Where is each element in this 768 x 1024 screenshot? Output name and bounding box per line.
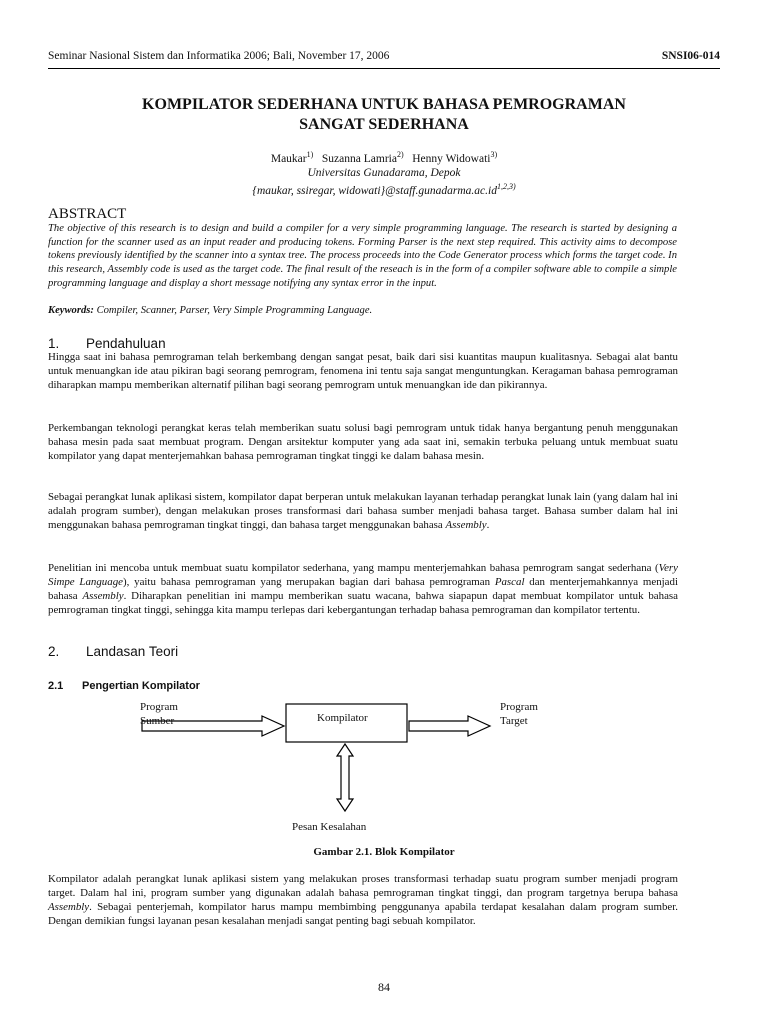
target-label-line-1: Program [500,701,538,713]
intro-p3-text: Sebagai perangkat lunak aplikasi sistem, kompilator dapat berperan untuk melakukan layanan terhadap perangkat lunak lain (yang dalam hal ini adalah program sumber), dengan melakukan proses transformasi dari bahasa sumber menjadi bahasa target. Bahasa sumber dalam hal ini menggunakan bahasa pemrograman tingkat tinggi, dan bahasa target menggunakan bahasa [48,491,678,532]
compiler-box-label: Kompilator [317,712,368,724]
error-message-label: Pesan Kesalahan [292,821,367,833]
paper-title [48,95,720,135]
intro-paragraph-4 [48,561,678,617]
intro-p4-text-c: dan menterjemahkannya menjadi bahasa [48,576,678,603]
subsection-2-1-heading [48,680,200,692]
paper-code: SNSI06-014 [661,50,720,62]
intro-p4-assembly: Assembly [82,590,124,603]
author-2-sup: 2) [396,150,404,159]
intro-p4-text-d: . Diharapkan penelitian ini mampu memberikan suatu wacana, bahwa siapapun dapat membuat kompilator untuk bahasa pemrograman tingkat tinggi, sehingga kita mampu terlepas dari kebergantungan terhadap bahasa pemrograman dan kompilator tertentu. [48,590,678,617]
author-2: Suzanna Lamria [321,152,397,165]
error-arrow [337,744,353,811]
author-block [48,148,720,198]
intro-p3-end: . [486,519,490,532]
author-3-sup: 3) [490,150,498,159]
subsection-2-1-number: 2.1 [48,680,64,692]
section-1-heading [48,336,166,351]
output-arrow [409,716,490,736]
compiler-block-diagram [120,696,580,838]
figure-caption: Gambar 2.1. Blok Kompilator [313,846,455,858]
source-label-line-2: Sumber [140,715,175,727]
abstract-heading: ABSTRACT [48,206,127,222]
keywords-label: Keywords: [48,305,94,316]
abstract-text: The objective of this research is to design and build a compiler for a very simple programming language. The research is started by designing a function for the scanner used as an input reader and producing tokens. Forming Parser is the next step required. This activity aims to decompose tokens previously identified by the scanner into a syntax tree. The process proceeds into the Code Generator process which forms the target code. In this research, Assembly code is used as the target code. The final result of the reseach is in the form of a compiler software able to compile a simple programming language and display a short message notifying any syntax error in the input. [48,223,677,289]
email-sup: 1,2,3) [496,181,516,191]
subsection-2-1-title: Pengertian Kompilator [82,680,200,692]
running-header [48,50,720,68]
author-emails [48,180,720,198]
section-1-title: Pendahuluan [86,336,166,351]
closing-paragraph [48,872,678,928]
closing-text-a: Kompilator adalah perangkat lunak aplikasi sistem yang melakukan proses transformasi terhadap suatu program sumber menjadi program target. Dalam hal ini, program sumber yang digunakan adalah bahasa pemrograman tingkat tinggi, dan program targetnya berupa bahasa [48,873,678,900]
title-line-2: SANGAT SEDERHANA [299,116,469,133]
affiliation: Universitas Gunadarama, Depok [307,166,461,179]
source-label-line-1: Program [140,701,178,713]
target-label-line-2: Target [500,715,528,727]
closing-assembly: Assembly [48,901,90,914]
section-2-title: Landasan Teori [86,644,179,659]
intro-paragraph-3 [48,490,678,532]
intro-p4-pascal: Pascal [494,576,525,589]
conference-name: Seminar Nasional Sistem dan Informatika 2006; Bali, November 17, 2006 [48,50,390,62]
program-target-label [500,700,538,728]
intro-paragraph-1: Hingga saat ini bahasa pemrograman telah berkembang dengan sangat pesat, baik dari sisi kuantitas maupun kualitasnya. Sebagai alat bantu untuk menuangkan ide atau pikiran bagi seorang pemrogram, fenomena ini tentu saja sangat menguntungkan. Keragaman bahasa pemrograman diharapkan mampu memberikan alternatif pilihan bagi seorang pemrogram untuk menuangkan ide dan pikirannya. [48,351,678,392]
intro-p4-text-b: ), yaitu bahasa pemrograman yang merupakan bagian dari bahasa pemrograman [122,576,495,589]
title-line-1: KOMPILATOR SEDERHANA UNTUK BAHASA PEMROGRAMAN [142,96,626,113]
intro-paragraph-2: Perkembangan teknologi perangkat keras telah memberikan suatu solusi bagi pemrogram untuk tidak hanya bergantung penuh menggunakan bahasa mesin pada saat membuat program. Dengan arsitektur komputer yang ada saat ini, semakin terbuka peluang untuk membuat suatu kompilator yang dapat menterjemahkan bahasa pemrograman tingkat tinggi ke dalam bahasa mesin. [48,422,678,463]
author-1-sup: 1) [306,150,314,159]
intro-p4-vsl: Very Simpe Language [48,562,678,589]
keywords [48,305,677,316]
email-text: {maukar, ssiregar, widowati}@staff.gunadarma.ac.id [252,184,497,197]
page-number: 84 [378,980,390,994]
intro-p4-text-a: Penelitian ini mencoba untuk membuat suatu kompilator sederhana, yang mampu menterjemahkan bahasa pemrogram sangat sederhana ( [48,562,659,574]
author-3: Henny Widowati [412,152,491,165]
closing-text-b: . Sebagai penterjemah, kompilator harus mampu membimbing penggunanya apabila terdapat kesalahan dalam program sumber. Dengan demikian fungsi layanan pesan kesalahan menjadi sangat penting bagi sebuah kompilator. [48,901,678,928]
author-1: Maukar [270,152,307,165]
author-names [48,148,720,166]
section-2-number: 2. [48,644,60,659]
program-source-label [140,700,178,728]
intro-p3-assembly: Assembly [445,519,487,532]
header-rule [48,68,720,69]
section-1-number: 1. [48,336,60,351]
section-2-heading [48,644,178,659]
keywords-list: Compiler, Scanner, Parser, Very Simple Programming Language. [96,305,373,316]
